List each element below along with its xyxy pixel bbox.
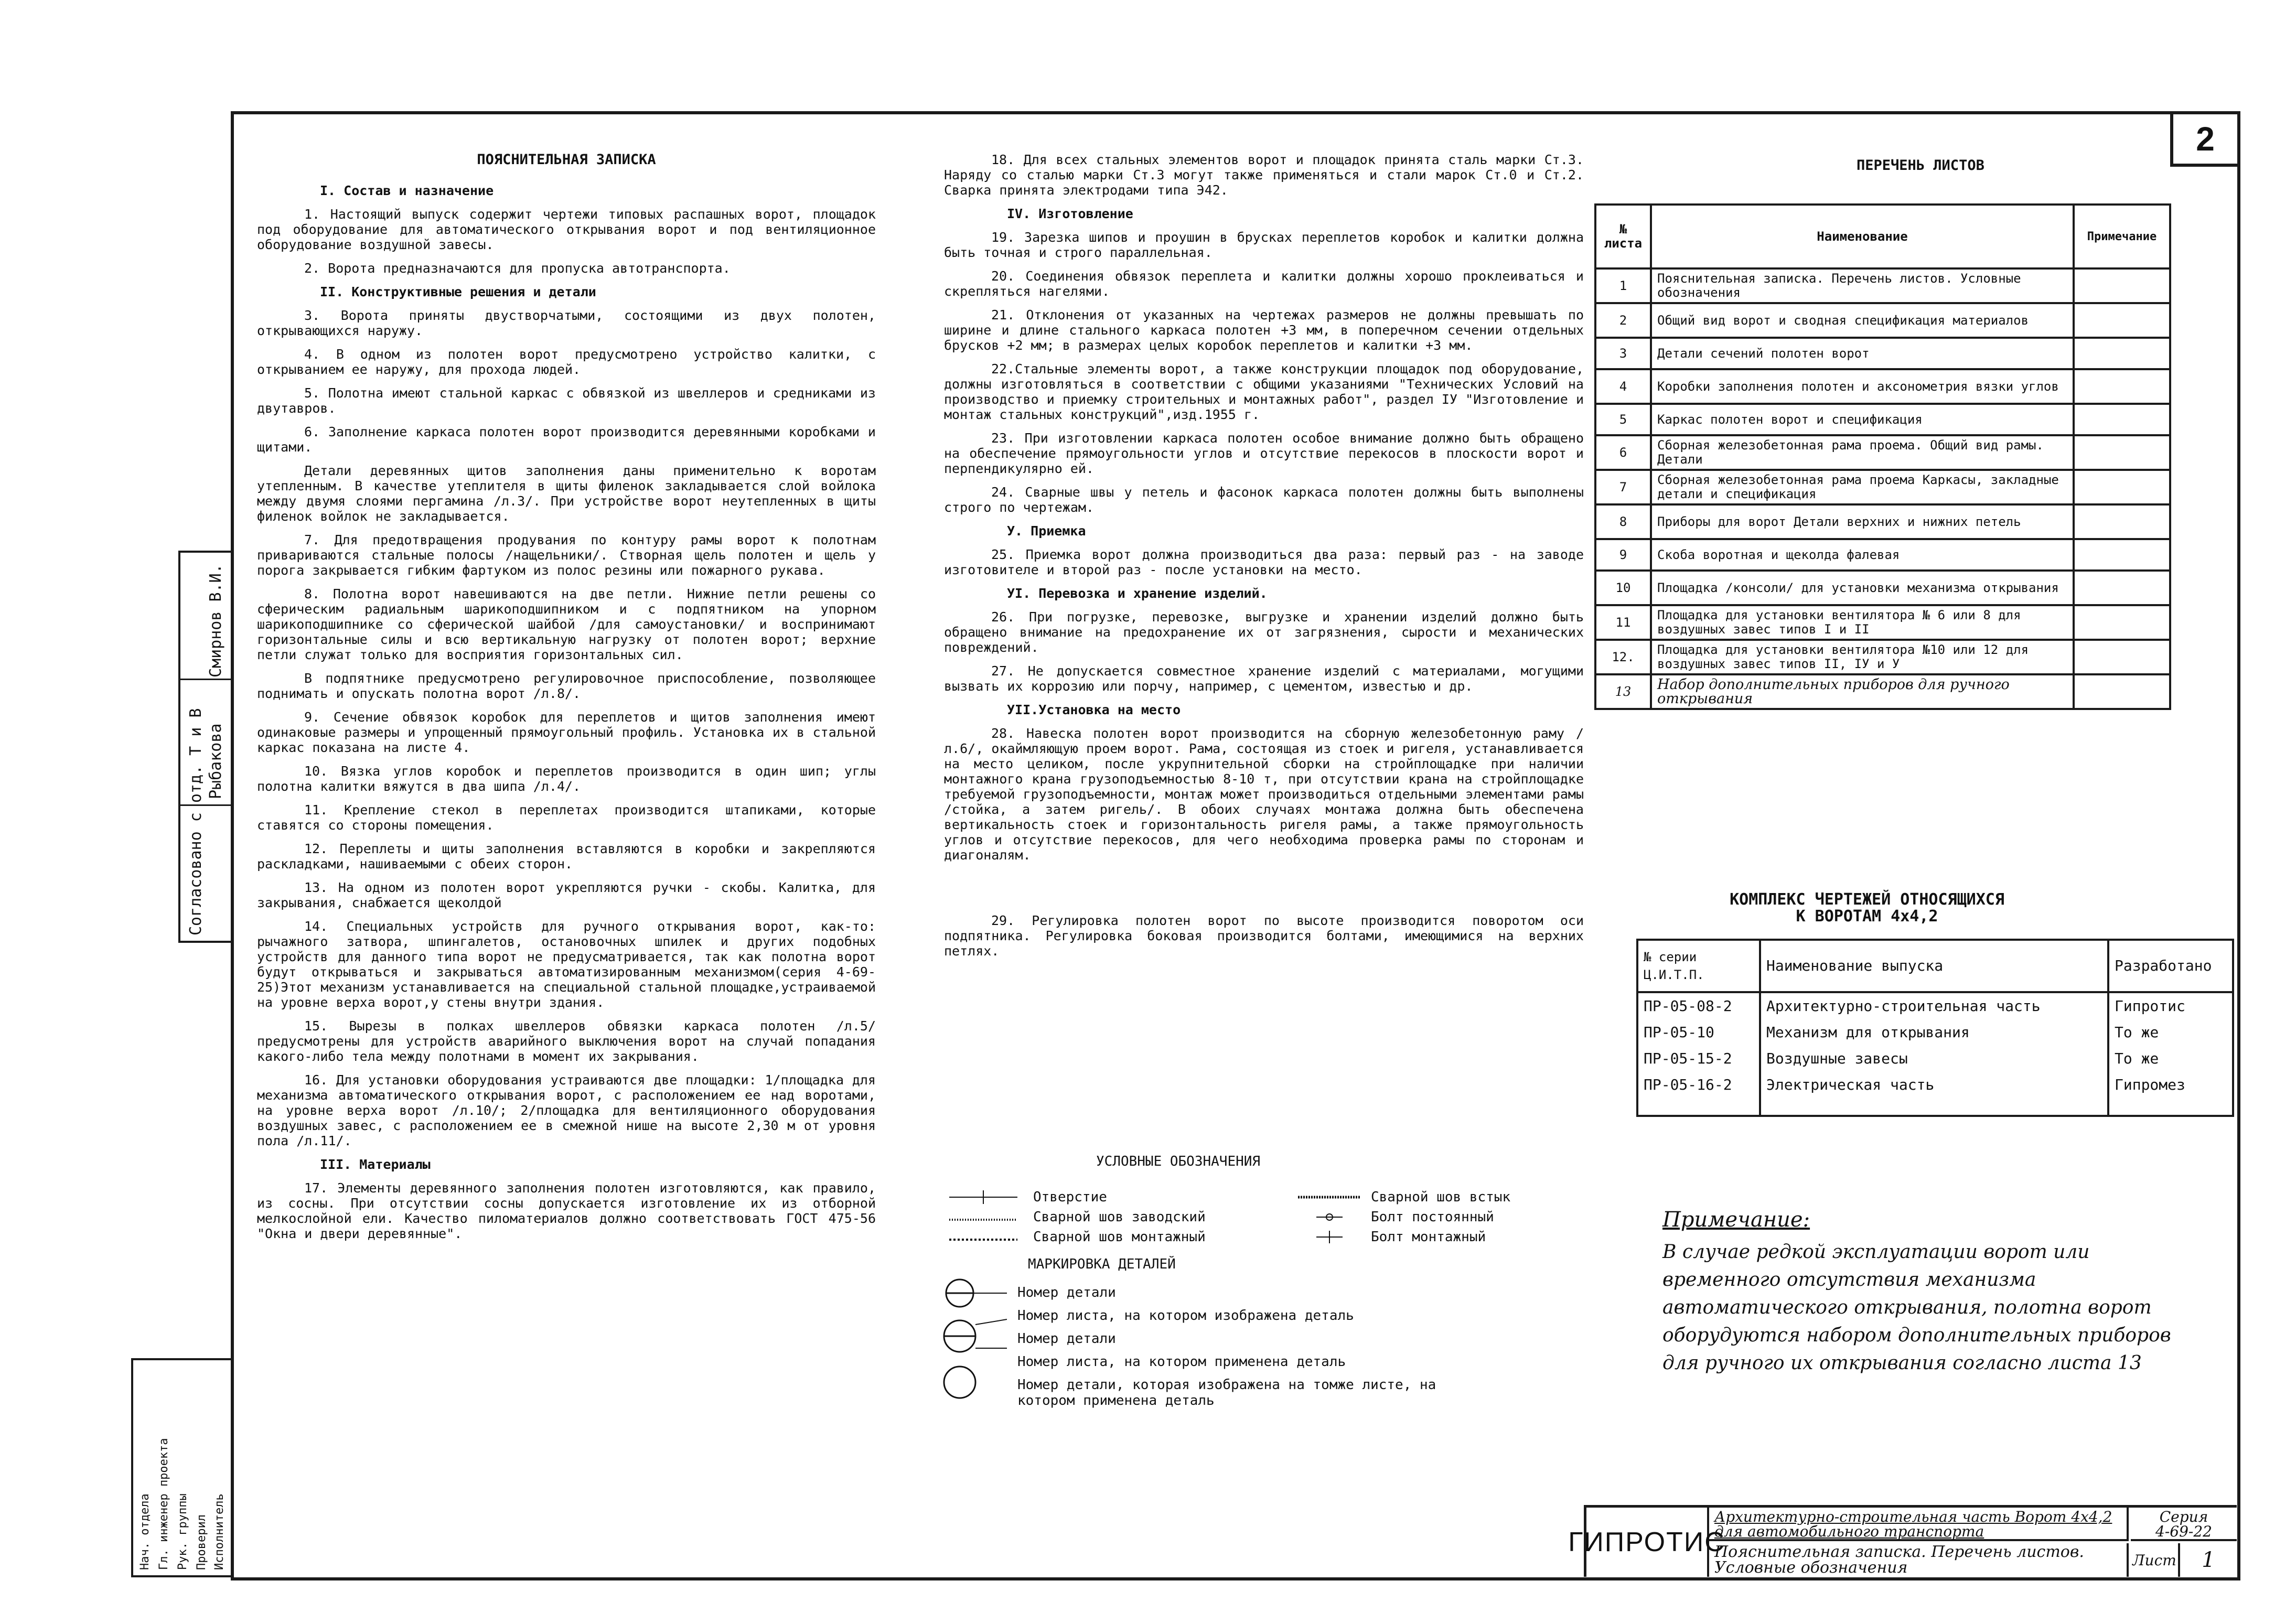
- sheet-no-cell: 3: [1595, 338, 1651, 369]
- approval-name: Смирнов В.И.: [207, 564, 225, 678]
- sheet-title: Пояснительная записка. Перечень листов. Условные обозначения: [1709, 1543, 2129, 1577]
- project-title: Архитектурно-строительная часть Ворот 4х4,2 для автомобильного транспорта: [1709, 1508, 2129, 1541]
- paragraph: 24. Сварные швы у петель и фасонок каркаса полотен должны быть выполнены строго по чертежам.: [944, 485, 1584, 515]
- sheet-no-cell: 4: [1595, 369, 1651, 404]
- paragraph: 8. Полотна ворот навешиваются на две петли. Нижние петли решены со сферическим радиальным шарикоподшипником и с подпятником на упорном шарикоподшипнике со сферической шайбой /для самоустановки/ и воспринимают горизонтальные силы и всю вертикальную нагрузку от полотен ворот; верхние петли служат только для восприятия горизонтальных сил.: [257, 586, 876, 662]
- sheet-remark-cell: [2074, 470, 2170, 504]
- legend-item: Сварной шов встык: [1295, 1189, 1510, 1205]
- series-code-cell: ПР-05-16-2: [1637, 1072, 1760, 1116]
- sheet-no-cell: 12.: [1595, 640, 1651, 674]
- paragraph: 5. Полотна имеют стальной каркас с обвязкой из швеллеров и средниками из двутавров.: [257, 385, 876, 416]
- field-bolt-icon: [1295, 1229, 1364, 1245]
- sheet-remark-cell: [2074, 404, 2170, 435]
- sheet-name-cell: Приборы для ворот Детали верхних и нижних петель: [1651, 504, 2074, 539]
- sheet-remark-cell: [2074, 338, 2170, 369]
- marking-circles-icon: [939, 1277, 1007, 1403]
- table-row: [1595, 539, 2170, 571]
- paragraph: 21. Отклонения от указанных на чертежах размеров не должны превышать по ширине и длине стального каркаса полотен +3 мм, в поперечном сечении отдельных брусков +2 мм; в размерах целых коробок переплетов и калитки +3 мм.: [944, 307, 1584, 353]
- sheet-remark-cell: [2074, 303, 2170, 338]
- sheet-name-cell: Детали сечений полотен ворот: [1651, 338, 2074, 369]
- sheet-no-cell: 11: [1595, 605, 1651, 640]
- sheet-remark-cell: [2074, 674, 2170, 709]
- table-row: [1595, 268, 2170, 303]
- issue-name-cell: Механизм для открывания: [1760, 1019, 2108, 1046]
- remark-heading: Примечание:: [1662, 1208, 1810, 1232]
- approval-label: Рук. группы: [176, 1493, 189, 1570]
- explanatory-note-col1: [257, 152, 876, 1250]
- section-heading: УI. Перевозка и хранение изделий.: [1007, 586, 1268, 601]
- table-row: [1637, 992, 2233, 1019]
- table-row: [1595, 605, 2170, 640]
- permanent-bolt-icon: [1295, 1209, 1364, 1225]
- sheet-no-cell: 5: [1595, 404, 1651, 435]
- legend-item: Болт постоянный: [1295, 1209, 1494, 1225]
- organization-name: ГИПРОТИС: [1586, 1508, 1709, 1577]
- sheet-name-cell: Площадка /консоли/ для установки механизма открывания: [1651, 571, 2074, 605]
- title-block: [1568, 1505, 2237, 1577]
- table-row: [1595, 338, 2170, 369]
- remark-note: [1662, 1206, 2187, 1377]
- legend-item: Болт монтажный: [1295, 1229, 1486, 1245]
- table-row: [1595, 369, 2170, 404]
- table-row: [1595, 470, 2170, 504]
- butt-weld-icon: [1295, 1189, 1364, 1205]
- sheet-no: 1: [2202, 1548, 2215, 1572]
- sheet-remark-cell: [2074, 369, 2170, 404]
- note-title: ПОЯСНИТЕЛЬНАЯ ЗАПИСКА: [477, 152, 656, 168]
- paragraph: 23. При изготовлении каркаса полотен особое внимание должно быть обращено на обеспечение прямоугольности углов и отсутствие перекосов в плоскости ворот и перпендикулярно ей.: [944, 431, 1584, 476]
- table-row: [1637, 1019, 2233, 1046]
- paragraph: 29. Регулировка полотен ворот по высоте производится поворотом оси подпятника. Регулировка боковая производится болтами, имеющимися на верхних петлях.: [944, 913, 1584, 959]
- issue-name-cell: Воздушные завесы: [1760, 1046, 2108, 1072]
- remark-text: В случае редкой эксплуатации ворот или временного отсутствия механизма автоматического открывания, полотна ворот оборудуются набором дополнительных приборов для ручного их открывания согласно листа 13: [1662, 1241, 2171, 1374]
- paragraph: 27. Не допускается совместное хранение изделий с материалами, могущими вызвать их коррозию или порчу, например, с цементом, известью и др.: [944, 663, 1584, 694]
- approval-label: Согласовано с отд. Т и В: [187, 708, 205, 935]
- paragraph: 17. Элементы деревянного заполнения полотен изготовляются, как правило, из сосны. При отсутствии сосны допускается изготовление их из отборной мелкослойной ели. Качество пиломатериалов должно соответствовать ГОСТ 475-56 "Окна и двери деревянные".: [257, 1180, 876, 1241]
- complex-title: КОМПЛЕКС ЧЕРТЕЖЕЙ ОТНОСЯЩИХСЯ К ВОРОТАМ 4х4,2: [1730, 890, 2004, 926]
- paragraph: 19. Зарезка шипов и проушин в брусках переплетов коробок и калитки должна быть точная и строго параллельная.: [944, 230, 1584, 260]
- sheet-remark-cell: [2074, 640, 2170, 674]
- sheet-no-cell: 7: [1595, 470, 1651, 504]
- hole-symbol-icon: [939, 1189, 1023, 1205]
- sheet-name-cell: Сборная железобетонная рама проема. Общий вид рамы. Детали: [1651, 435, 2074, 470]
- section-heading: УII.Установка на место: [1007, 702, 1181, 717]
- sheet-no-cell: 1: [1595, 268, 1651, 303]
- table-row: [1595, 640, 2170, 674]
- paragraph: 26. При погрузке, перевозке, выгрузке и хранении изделий должно быть обращено внимание на предохранение их от загрязнения, сырости и механических повреждений.: [944, 609, 1584, 655]
- col-header: Разработано: [2108, 940, 2233, 992]
- col-header: № серии Ц.И.Т.П.: [1637, 940, 1760, 992]
- section-heading: IV. Изготовление: [1007, 206, 1133, 221]
- paragraph: 20. Соединения обвязок переплета и калитки должны хорошо проклеиваться и скрепляться нагелями.: [944, 268, 1584, 299]
- sheet-no-cell: 2: [1595, 303, 1651, 338]
- sheet-name-cell: Набор дополнительных приборов для ручного открывания: [1651, 674, 2074, 709]
- sheet-name-cell: Скоба воротная и щеколда фалевая: [1651, 539, 2074, 571]
- developer-cell: То же: [2108, 1046, 2233, 1072]
- developer-cell: То же: [2108, 1019, 2233, 1046]
- table-row: [1595, 504, 2170, 539]
- table-row: [1637, 1046, 2233, 1072]
- issue-name-cell: Архитектурно-строительная часть: [1760, 992, 2108, 1019]
- sheet-no-cell: 6: [1595, 435, 1651, 470]
- series-code-cell: ПР-05-08-2: [1637, 992, 1760, 1019]
- sheet-label: Лист: [2131, 1543, 2180, 1577]
- paragraph: 22.Стальные элементы ворот, а также конструкции площадок под оборудование, должны изготовляться в соответствии с общими указаниями "Технических Условий на производство и приемку строительных и монтажных работ", раздел IУ "Изготовление и монтаж стальных конструкций",изд.1955 г.: [944, 361, 1584, 422]
- paragraph: Детали деревянных щитов заполнения даны применительно к воротам утепленным. В качестве утеплителя в щиты филенок закладывается слой войлока между двумя слоями пергамина /л.3/. При устройстве ворот неутепленных в щиты филенок войлок не закладывается.: [257, 463, 876, 524]
- sheet-name-cell: Площадка для установки вентилятора № 6 или 8 для воздушных завес типов I и II: [1651, 605, 2074, 640]
- sheet-remark-cell: [2074, 435, 2170, 470]
- table-row: [1595, 674, 2170, 709]
- table-row: [1595, 435, 2170, 470]
- approval-strip-bottom: [131, 1358, 233, 1577]
- section-heading: III. Материалы: [320, 1157, 431, 1172]
- explanatory-note-col2: [944, 152, 1584, 967]
- developer-cell: Гипромез: [2108, 1072, 2233, 1116]
- sheet-no-cell: 13: [1595, 674, 1651, 709]
- table-row: [1595, 404, 2170, 435]
- col-header: Примечание: [2074, 205, 2170, 268]
- approval-label: Нач. отдела: [138, 1493, 152, 1570]
- legend-title: УСЛОВНЫЕ ОБОЗНАЧЕНИЯ: [1096, 1154, 1261, 1169]
- paragraph: 3. Ворота приняты двустворчатыми, состоящими из двух полотен, открывающихся наружу.: [257, 308, 876, 338]
- paragraph: 11. Крепление стекол в переплетах производится штапиками, которые ставятся со стороны помещения.: [257, 802, 876, 833]
- sheet-number: 2: [2170, 111, 2240, 167]
- sheet-remark-cell: [2074, 539, 2170, 571]
- sheets-list-table: [1594, 203, 2171, 710]
- series-code-cell: ПР-05-10: [1637, 1019, 1760, 1046]
- field-weld-icon: [939, 1229, 1023, 1245]
- sheet-remark-cell: [2074, 504, 2170, 539]
- sheet-name-cell: Сборная железобетонная рама проема Каркасы, закладные детали и спецификация: [1651, 470, 2074, 504]
- table-row: [1595, 571, 2170, 605]
- paragraph: В подпятнике предусмотрено регулировочное приспособление, позволяющее поднимать и опускать полотна ворот /л.8/.: [257, 671, 876, 701]
- approval-label: Проверил: [195, 1514, 208, 1570]
- developer-cell: Гипротис: [2108, 992, 2233, 1019]
- paragraph: 7. Для предотвращения продувания по контуру рамы ворот к полотнам привариваются стальные полосы /нащельники/. Створная щель полотен и щель у порога закрывается гибким фартуком из полос резины или пожарного рукава.: [257, 532, 876, 578]
- shop-weld-icon: [939, 1209, 1023, 1225]
- col-header: Наименование выпуска: [1760, 940, 2108, 992]
- sheet-no-cell: 8: [1595, 504, 1651, 539]
- sheet-no-cell: 10: [1595, 571, 1651, 605]
- paragraph: 12. Переплеты и щиты заполнения вставляются в коробки и закрепляются раскладками, нашиваемыми с обеих сторон.: [257, 841, 876, 872]
- legend-item: Отверстие: [939, 1189, 1107, 1205]
- paragraph: 25. Приемка ворот должна производиться два раза: первый раз - на заводе изготовителе и второй раз - после установки на место.: [944, 547, 1584, 577]
- paragraph: 18. Для всех стальных элементов ворот и площадок принята сталь марки Ст.3. Наряду со сталью марки Ст.3 могут также применяться и стали марок Ст.0 и Ст.2. Сварка принята электродами типа Э42.: [944, 152, 1584, 198]
- paragraph: 4. В одном из полотен ворот предусмотрено устройство калитки, с открыванием ее наружу, для прохода людей.: [257, 347, 876, 377]
- paragraph: 9. Сечение обвязок коробок для переплетов и щитов заполнения имеют одинаковые размеры и упрощенный прямоугольный профиль. Установка их в стальной каркас показана на листе 4.: [257, 709, 876, 755]
- sheet-name-cell: Общий вид ворот и сводная спецификация материалов: [1651, 303, 2074, 338]
- series: Серия 4-69-22: [2131, 1508, 2237, 1541]
- col-header: Наименование: [1651, 205, 2074, 268]
- col-header: № листа: [1595, 205, 1651, 268]
- paragraph: 13. На одном из полотен ворот укрепляются ручки - скобы. Калитка, для закрывания, снабжается щеколдой: [257, 880, 876, 910]
- sheets-list-title: ПЕРЕЧЕНЬ ЛИСТОВ: [1857, 157, 1984, 174]
- paragraph: 6. Заполнение каркаса полотен ворот производится деревянными коробками и щитами.: [257, 424, 876, 455]
- marking-title: МАРКИРОВКА ДЕТАЛЕЙ: [1028, 1256, 1176, 1272]
- sheet-remark-cell: [2074, 605, 2170, 640]
- paragraph: 14. Специальных устройств для ручного открывания ворот, как-то: рычажного затвора, шпингалетов, остановочных шпилек и других подобных устройств для данного типа ворот не предусматривается, так как полотна ворот будут открываться и закрываться автоматизированным механизмом(серия 4-69-25)Этот механизм устанавливается на специальной стальной площадке,устраиваемой на уровне верха ворот,у стены внутри здания.: [257, 919, 876, 1010]
- complex-table: [1636, 939, 2234, 1117]
- approval-label: Гл. инженер проекта: [157, 1438, 170, 1570]
- sheet-remark-cell: [2074, 571, 2170, 605]
- sheet-name-cell: Коробки заполнения полотен и аксонометрия вязки углов: [1651, 369, 2074, 404]
- legend-item: Сварной шов монтажный: [939, 1229, 1206, 1245]
- paragraph: 2. Ворота предназначаются для пропуска автотранспорта.: [304, 261, 731, 276]
- table-row: [1595, 303, 2170, 338]
- sheet-name-cell: Каркас полотен ворот и спецификация: [1651, 404, 2074, 435]
- paragraph: 10. Вязка углов коробок и переплетов производится в один шип; углы полотна калитки вяжутся в два шипа /л.4/.: [257, 764, 876, 794]
- legend-item: Сварной шов заводский: [939, 1209, 1206, 1225]
- paragraph: 15. Вырезы в полках швеллеров обвязки каркаса полотен /л.5/ предусмотрены для устройств аварийного выключения ворот на случай попадания какого-либо тела между полотнами в момент их закрывания.: [257, 1018, 876, 1064]
- issue-name-cell: Электрическая часть: [1760, 1072, 2108, 1116]
- approval-strip-top: [178, 551, 233, 943]
- section-heading: У. Приемка: [1007, 523, 1086, 539]
- sheet-name-cell: Площадка для установки вентилятора №10 или 12 для воздушных завес типов II, IУ и У: [1651, 640, 2074, 674]
- section-heading: I. Состав и назначение: [320, 183, 494, 198]
- spacer: [944, 871, 1584, 913]
- series-code-cell: ПР-05-15-2: [1637, 1046, 1760, 1072]
- table-row: [1637, 1072, 2233, 1116]
- paragraph: 28. Навеска полотен ворот производится на сборную железобетонную раму /л.6/, окаймляющую проем ворот. Рама, состоящая из стоек и ригеля, устанавливается на место целиком, после укрупнительной сборки на стройплощадке при наличии монтажного крана грузоподъемностью 8-10 т, при отсутствии крана на стройплощадке требуемой грузоподъемности, монтаж может производиться отдельными элементами рамы /стойка, а затем ригель/. В обоих случаях монтажа должна быть обеспечена вертикальность стоек и горизонтальность ригеля рамы, а также прямоугольность углов и отсутствие перекосов, для чего необходима проверка рамы по сторонам и диагоналям.: [944, 726, 1584, 863]
- paragraph: 16. Для установки оборудования устраиваются две площадки: 1/площадка для механизма автоматического открывания ворот, с расположением ее над воротами, на уровне верха ворот /л.10/; 2/площадка для вентиляционного оборудования воздушных завес, с расположением ее в смежной нише на высоте 2,30 м от уровня пола /л.11/.: [257, 1072, 876, 1148]
- sheet-no-cell: 9: [1595, 539, 1651, 571]
- approval-label: Исполнитель: [213, 1493, 226, 1570]
- section-heading: II. Конструктивные решения и детали: [320, 284, 596, 299]
- sheet-remark-cell: [2074, 268, 2170, 303]
- sheet-name-cell: Пояснительная записка. Перечень листов. Условные обозначения: [1651, 268, 2074, 303]
- paragraph: 1. Настоящий выпуск содержит чертежи типовых распашных ворот, площадок под оборудование для автоматического открывания ворот и под вентиляционное оборудование воздушной завесы.: [257, 207, 876, 252]
- approval-name: Рыбакова: [207, 723, 225, 799]
